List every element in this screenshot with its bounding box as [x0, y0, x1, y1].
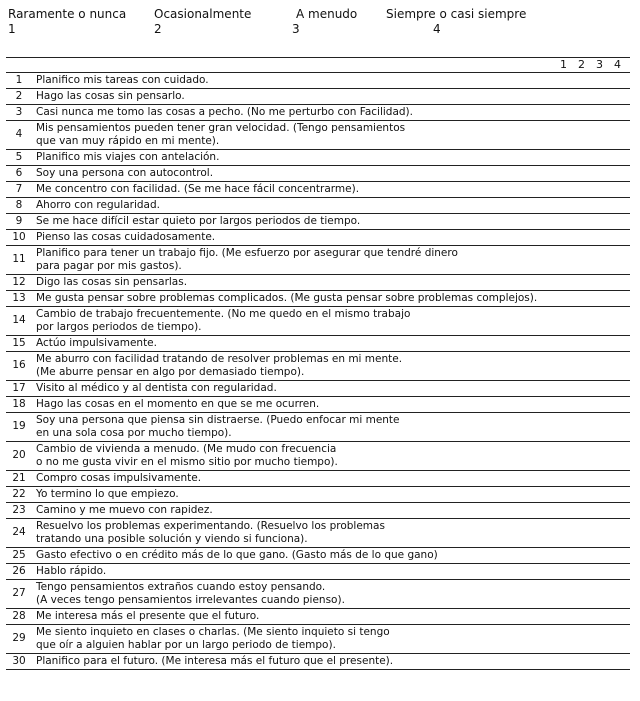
- question-text: Hablo rápido.: [32, 564, 630, 580]
- question-number: 14: [6, 307, 32, 336]
- question-number: 3: [6, 105, 32, 121]
- question-row: [6, 73, 630, 89]
- scale-option: [292, 7, 357, 37]
- question-text: Yo termino lo que empiezo.: [32, 487, 630, 503]
- question-number: 23: [6, 503, 32, 519]
- question-number: 18: [6, 397, 32, 413]
- question-text: Cambio de trabajo frecuentemente. (No me quedo en el mismo trabajo por largos periodos de tiempo).: [32, 307, 630, 336]
- header-rule: [6, 57, 630, 58]
- question-row: [6, 275, 630, 291]
- question-row: [6, 246, 630, 275]
- question-number: 2: [6, 89, 32, 105]
- question-row: [6, 89, 630, 105]
- question-text: Soy una persona con autocontrol.: [32, 166, 630, 182]
- question-row: [6, 471, 630, 487]
- column-header: 1: [560, 58, 567, 71]
- scale-value: 1: [8, 22, 16, 36]
- scale-value: 3: [292, 22, 300, 36]
- column-header: 4: [614, 58, 621, 71]
- question-number: 11: [6, 246, 32, 275]
- question-text: Planifico para tener un trabajo fijo. (Me esfuerzo por asegurar que tendré dinero para pagar por mis gastos).: [32, 246, 630, 275]
- question-row: [6, 609, 630, 625]
- question-text: Gasto efectivo o en crédito más de lo que gano. (Gasto más de lo que gano): [32, 548, 630, 564]
- question-text: Actúo impulsivamente.: [32, 336, 630, 352]
- question-number: 15: [6, 336, 32, 352]
- scale-label: Raramente o nunca: [8, 7, 127, 21]
- scale-option: [8, 7, 126, 37]
- question-row: [6, 397, 630, 413]
- scale-label: A menudo: [296, 7, 358, 21]
- question-row: [6, 230, 630, 246]
- question-number: 25: [6, 548, 32, 564]
- question-row: [6, 519, 630, 548]
- question-row: [6, 548, 630, 564]
- question-row: [6, 625, 630, 654]
- question-text: Pienso las cosas cuidadosamente.: [32, 230, 630, 246]
- question-text: Planifico para el futuro. (Me interesa más el futuro que el presente).: [32, 654, 630, 670]
- question-row: [6, 291, 630, 307]
- question-row: [6, 381, 630, 397]
- scale-value: 4: [433, 22, 441, 36]
- question-text: Compro cosas impulsivamente.: [32, 471, 630, 487]
- question-number: 8: [6, 198, 32, 214]
- question-number: 30: [6, 654, 32, 670]
- column-header: 2: [578, 58, 585, 71]
- question-row: [6, 105, 630, 121]
- question-text: Me concentro con facilidad. (Se me hace fácil concentrarme).: [32, 182, 630, 198]
- question-text: Me aburro con facilidad tratando de resolver problemas en mi mente. (Me aburre pensar en algo por demasiado tiempo).: [32, 352, 630, 381]
- question-number: 17: [6, 381, 32, 397]
- question-number: 13: [6, 291, 32, 307]
- scale-option: [386, 7, 526, 37]
- question-row: [6, 198, 630, 214]
- question-text: Camino y me muevo con rapidez.: [32, 503, 630, 519]
- question-text: Me interesa más el presente que el futuro.: [32, 609, 630, 625]
- question-text: Ahorro con regularidad.: [32, 198, 630, 214]
- question-row: [6, 654, 630, 670]
- question-text: Me gusta pensar sobre problemas complicados. (Me gusta pensar sobre problemas complejos).: [32, 291, 630, 307]
- question-row: [6, 166, 630, 182]
- question-text: Se me hace difícil estar quieto por largos periodos de tiempo.: [32, 214, 630, 230]
- scale-label: Siempre o casi siempre: [386, 7, 527, 21]
- question-row: [6, 564, 630, 580]
- question-row: [6, 442, 630, 471]
- question-text: Mis pensamientos pueden tener gran velocidad. (Tengo pensamientos que van muy rápido en mi mente).: [32, 121, 630, 150]
- question-number: 27: [6, 580, 32, 609]
- question-row: [6, 214, 630, 230]
- question-row: [6, 352, 630, 381]
- question-number: 6: [6, 166, 32, 182]
- question-number: 9: [6, 214, 32, 230]
- answer-column-headers: [552, 58, 632, 72]
- questionnaire-table: [6, 72, 630, 670]
- question-number: 4: [6, 121, 32, 150]
- question-row: [6, 580, 630, 609]
- question-text: Digo las cosas sin pensarlas.: [32, 275, 630, 291]
- question-number: 20: [6, 442, 32, 471]
- question-number: 28: [6, 609, 32, 625]
- column-header: 3: [596, 58, 603, 71]
- question-text: Tengo pensamientos extraños cuando estoy pensando. (A veces tengo pensamientos irrelevantes cuando pienso).: [32, 580, 630, 609]
- question-text: Hago las cosas sin pensarlo.: [32, 89, 630, 105]
- question-row: [6, 503, 630, 519]
- question-number: 22: [6, 487, 32, 503]
- question-row: [6, 182, 630, 198]
- question-number: 24: [6, 519, 32, 548]
- question-text: Cambio de vivienda a menudo. (Me mudo con frecuencia o no me gusta vivir en el mismo sitio por mucho tiempo).: [32, 442, 630, 471]
- scale-label: Ocasionalmente: [154, 7, 252, 21]
- question-number: 16: [6, 352, 32, 381]
- question-row: [6, 336, 630, 352]
- scale-value: 2: [154, 22, 162, 36]
- question-text: Planifico mis viajes con antelación.: [32, 150, 630, 166]
- scale-option: [154, 7, 251, 37]
- question-number: 10: [6, 230, 32, 246]
- response-scale: [0, 7, 640, 41]
- question-text: Resuelvo los problemas experimentando. (Resuelvo los problemas tratando una posible solución y viendo si funciona).: [32, 519, 630, 548]
- question-row: [6, 487, 630, 503]
- question-row: [6, 307, 630, 336]
- question-number: 21: [6, 471, 32, 487]
- question-text: Visito al médico y al dentista con regularidad.: [32, 381, 630, 397]
- question-number: 1: [6, 73, 32, 89]
- question-text: Planifico mis tareas con cuidado.: [32, 73, 630, 89]
- question-number: 19: [6, 413, 32, 442]
- question-row: [6, 413, 630, 442]
- question-number: 29: [6, 625, 32, 654]
- question-text: Hago las cosas en el momento en que se me ocurren.: [32, 397, 630, 413]
- question-number: 7: [6, 182, 32, 198]
- question-number: 12: [6, 275, 32, 291]
- question-text: Casi nunca me tomo las cosas a pecho. (No me perturbo con Facilidad).: [32, 105, 630, 121]
- question-number: 5: [6, 150, 32, 166]
- question-row: [6, 121, 630, 150]
- question-number: 26: [6, 564, 32, 580]
- question-text: Soy una persona que piensa sin distraerse. (Puedo enfocar mi mente en una sola cosa por mucho tiempo).: [32, 413, 630, 442]
- question-row: [6, 150, 630, 166]
- question-text: Me siento inquieto en clases o charlas. (Me siento inquieto si tengo que oír a alguien hablar por un largo periodo de tiempo).: [32, 625, 630, 654]
